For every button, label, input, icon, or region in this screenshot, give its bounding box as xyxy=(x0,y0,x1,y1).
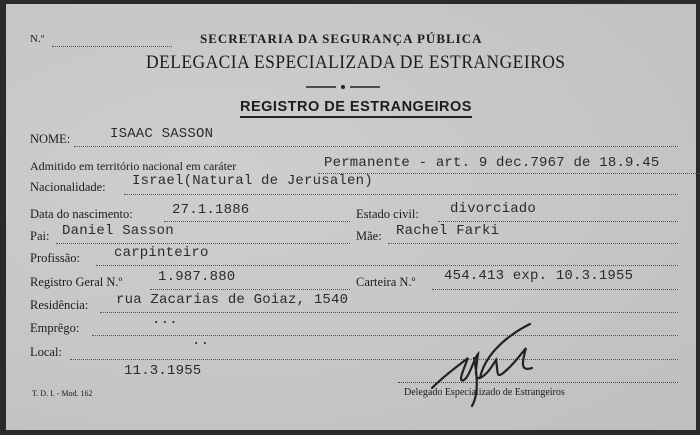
estado-civil-value: divorciado xyxy=(450,201,537,217)
delegado-caption: Delegado Especializado de Estrangeiros xyxy=(404,387,565,398)
registro-geral-value: 1.987.880 xyxy=(158,269,236,285)
admitido-label: Admitido em território nacional em caráter xyxy=(30,159,237,173)
nome-line xyxy=(74,146,678,147)
local-line xyxy=(70,359,678,360)
nascimento-line xyxy=(164,221,350,222)
profissao-line xyxy=(96,265,678,266)
nome-label: NOME: xyxy=(30,132,71,146)
residencia-line xyxy=(100,312,678,313)
mae-value: Rachel Farki xyxy=(396,223,500,239)
carteira-line xyxy=(432,289,678,290)
ornament-divider xyxy=(306,84,380,90)
carteira-value: 454.413 exp. 10.3.1955 xyxy=(444,268,634,284)
estado-civil-label: Estado civil: xyxy=(356,207,419,221)
residencia-label: Residência: xyxy=(30,298,89,312)
nascimento-label: Data do nascimento: xyxy=(30,207,133,221)
form-code: T. D. I. - Mod. 162 xyxy=(32,389,93,398)
registro-geral-label: Registro Geral N.º xyxy=(30,275,123,289)
delegacia-title: DELEGACIA ESPECIALIZADA DE ESTRANGEIROS xyxy=(146,52,566,73)
number-label: N.º xyxy=(30,33,45,45)
pai-label: Pai: xyxy=(30,229,50,243)
nacionalidade-value: Israel(Natural de Jerusalen) xyxy=(132,173,373,189)
nascimento-value: 27.1.1886 xyxy=(172,202,250,218)
pai-line xyxy=(56,243,350,244)
pai-value: Daniel Sasson xyxy=(62,223,174,239)
nacionalidade-line xyxy=(124,194,678,195)
mae-line xyxy=(388,243,678,244)
emprego-label: Emprêgo: xyxy=(30,321,80,335)
admitido-value: Permanente - art. 9 dec.7967 de 18.9.45 xyxy=(324,155,660,171)
secretaria-title: SECRETARIA DA SEGURANÇA PÚBLICA xyxy=(200,31,483,46)
mae-label: Mãe: xyxy=(356,229,382,243)
profissao-value: carpinteiro xyxy=(114,245,209,261)
number-line xyxy=(52,46,172,47)
local-label: Local: xyxy=(30,345,62,359)
admitido-line xyxy=(318,173,700,174)
residencia-value: rua Zacarias de Goiaz, 1540 xyxy=(116,292,349,308)
emprego-value: ... xyxy=(152,312,178,328)
profissao-label: Profissão: xyxy=(30,251,80,265)
nacionalidade-label: Nacionalidade: xyxy=(30,180,106,194)
carteira-label: Carteira N.º xyxy=(356,275,416,289)
registro-title: REGISTRO DE ESTRANGEIROS xyxy=(240,99,472,118)
estado-civil-line xyxy=(438,221,678,222)
nome-value: ISAAC SASSON xyxy=(110,126,214,142)
issue-date: 11.3.1955 xyxy=(124,363,202,379)
emprego-line xyxy=(92,335,678,336)
local-value: .. xyxy=(192,333,210,349)
registration-card xyxy=(6,4,696,430)
registro-geral-line xyxy=(150,289,350,290)
signature-line xyxy=(398,382,678,383)
